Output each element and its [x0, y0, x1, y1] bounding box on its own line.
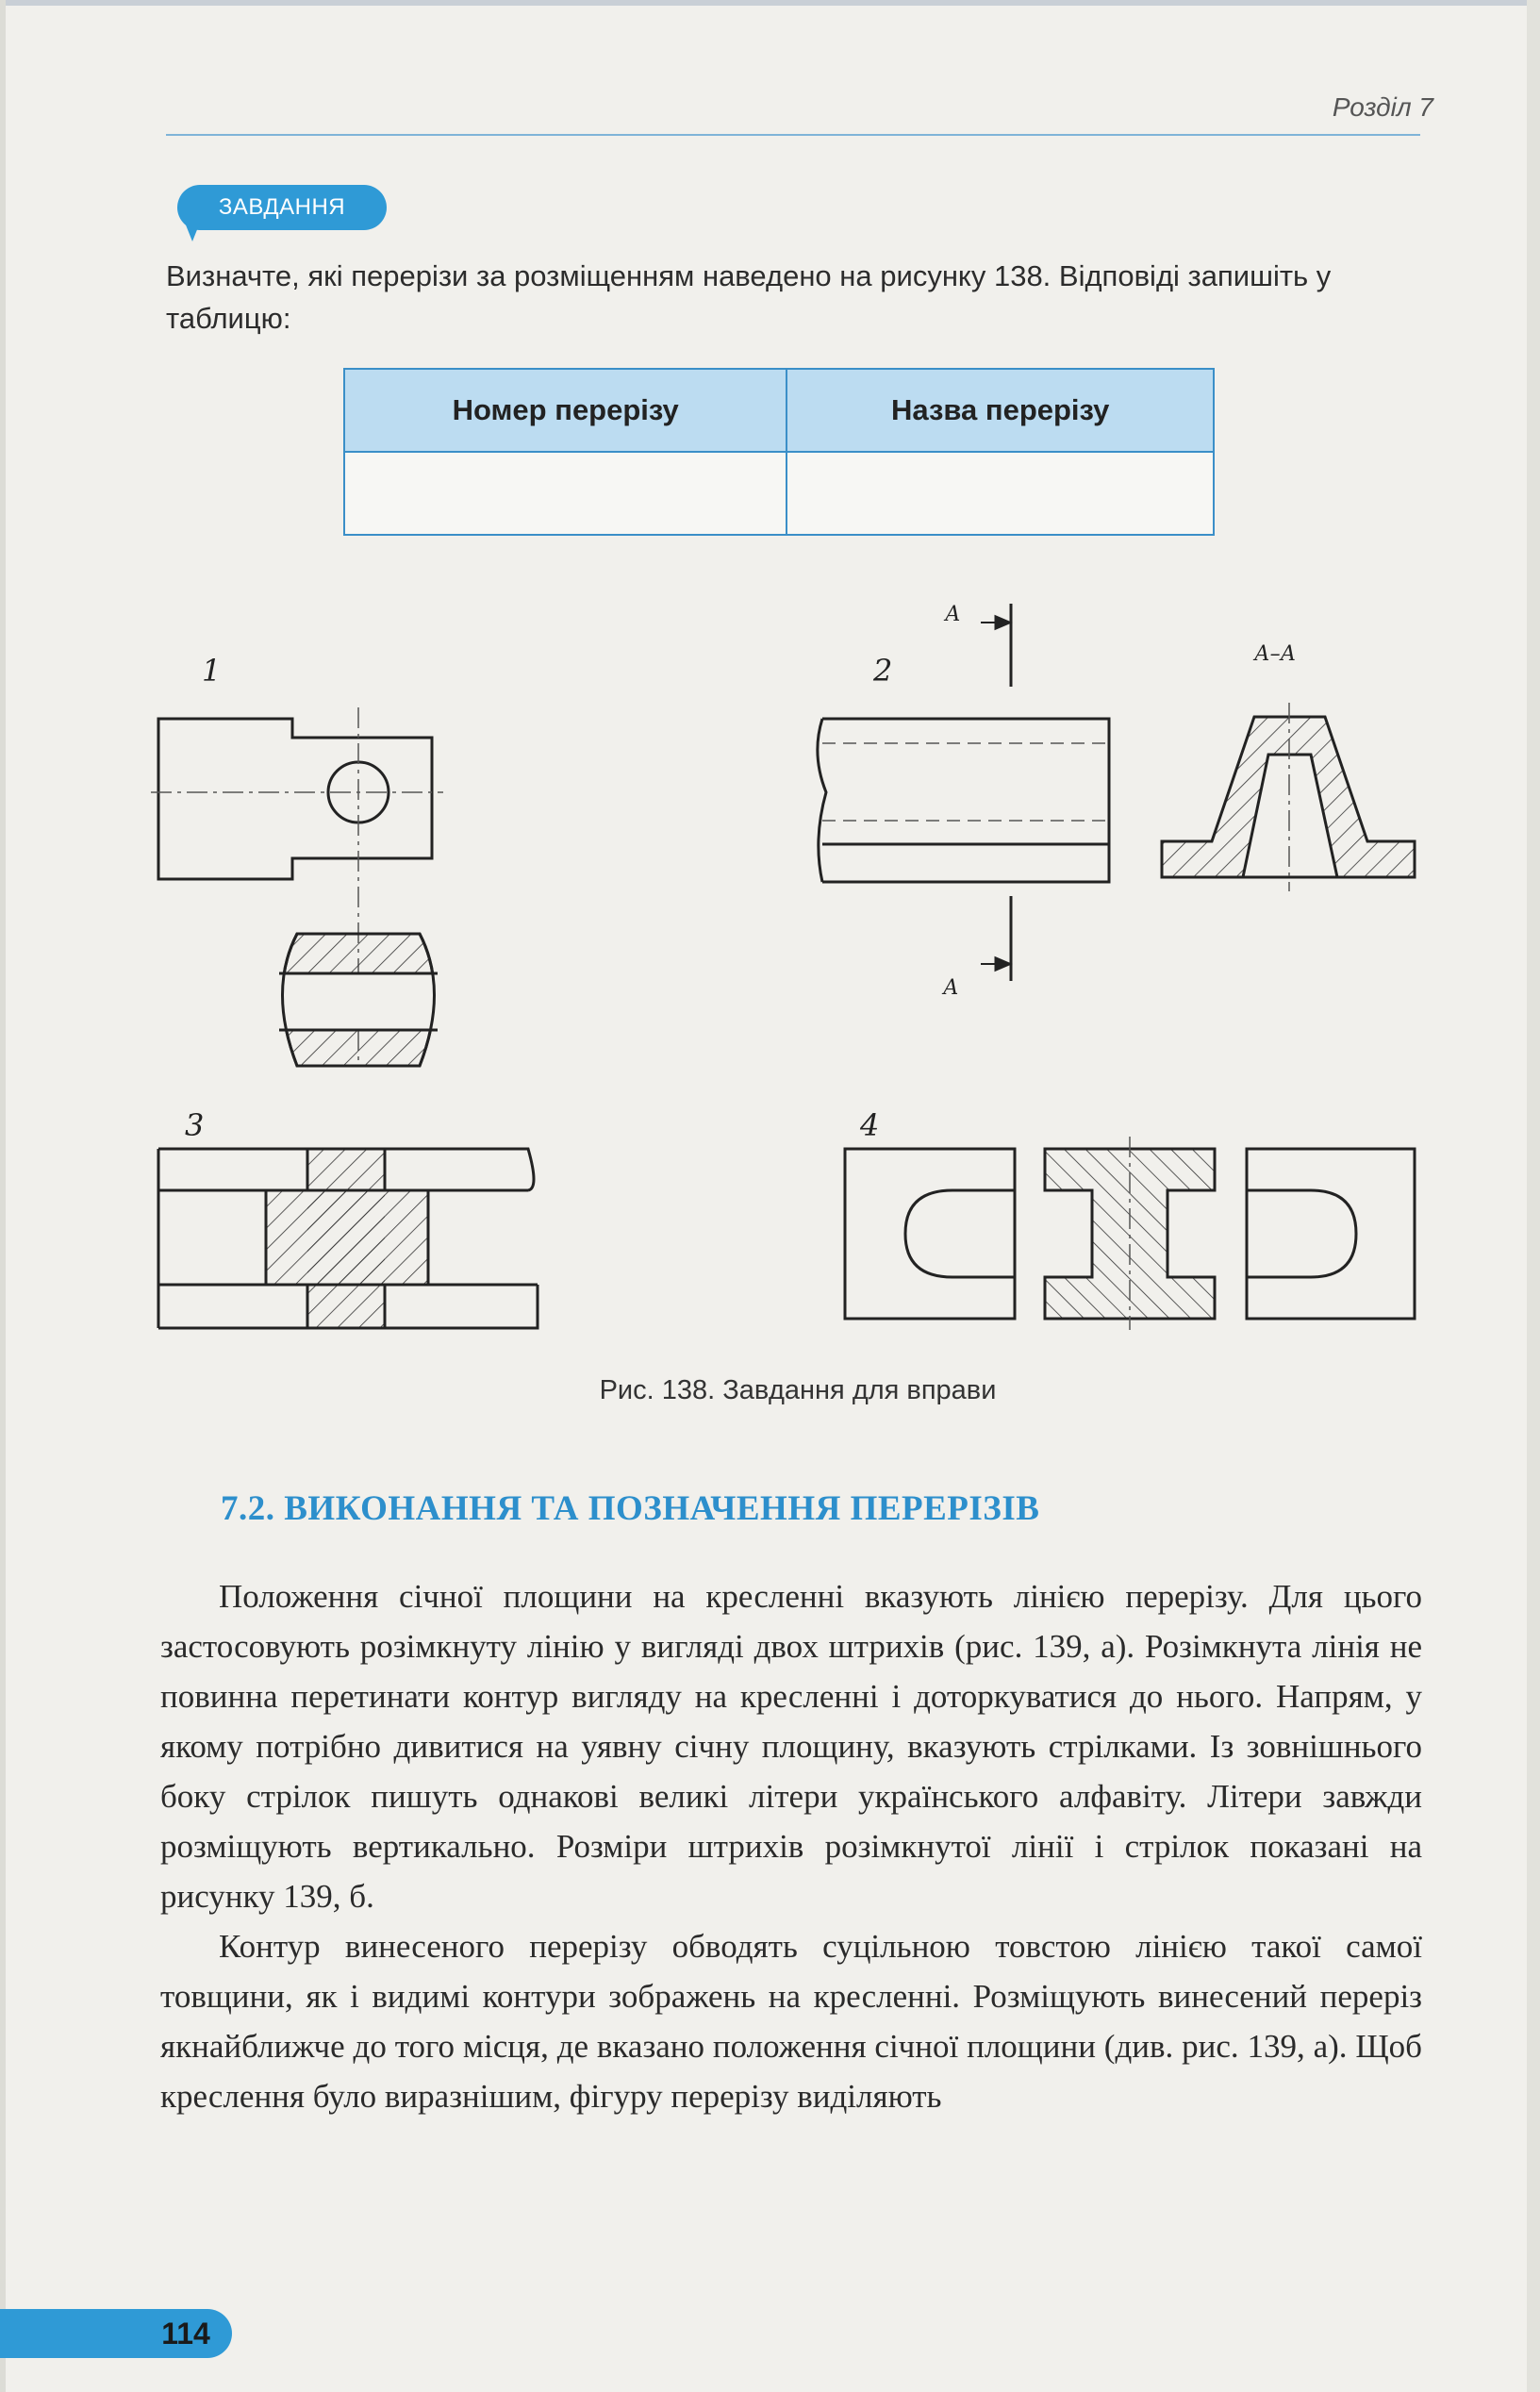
- section-AA: [1162, 703, 1415, 891]
- table-header-number: Номер перерізу: [344, 369, 787, 452]
- fig-label-2: 2: [873, 653, 893, 689]
- section-title-AA: А–А: [1254, 642, 1297, 666]
- fig1-view: [158, 719, 432, 879]
- page-tab-strip: [0, 2309, 141, 2358]
- page-number: 114: [140, 2309, 232, 2358]
- fig-label-1: 1: [202, 653, 222, 689]
- section-title: 7.2. ВИКОНАННЯ ТА ПОЗНАЧЕННЯ ПЕРЕРІЗІВ: [221, 1489, 1040, 1528]
- section-mark-top: А: [945, 603, 961, 626]
- section-line-marks: [981, 604, 1011, 981]
- paragraph-1: Положення січної площини на кресленні вказують лінією перерізу. Для цього застосовують розімкнуту лінію у вигляді двох штрихів (рис. 139, а). Розімкнута лінія не повинна перетинати контур вигляду на кресленні і доторкуватися до нього. Напрям, у якому потрібно дивитися на уявну січну площину, вказують стрілками. Із зовнішнього боку стрілок пишуть однакові великі літери українського алфавіту. Літери завжди розміщують вертикально. Розміри штрихів розімкнутої лінії і стрілок показані на рисунку 139, б.: [160, 1578, 1422, 1915]
- table-header-name: Назва перерізу: [787, 369, 1214, 452]
- section-mark-bottom: А: [943, 976, 959, 1000]
- fig1-section: [279, 934, 438, 1066]
- paragraph-2: Контур винесеного перерізу обводять суцільною товстою лінією такої самої товщини, як і видимі контури зображень на кресленні. Розміщують винесений переріз якнайближче до того місця, де вказано положення січної площини (див. рис. 139, а). Щоб креслення було виразнішим, фігуру перерізу виділяють: [160, 1928, 1422, 2115]
- fig4-views: [845, 1137, 1415, 1330]
- fig2-view: [818, 719, 1109, 882]
- fig-label-4: 4: [860, 1107, 880, 1143]
- task-text: Визначте, які перерізи за розміщенням наведено на рисунку 138. Відповіді запишіть у таблицю:: [166, 259, 1332, 335]
- figure-caption: Рис. 138. Завдання для вправи: [599, 1375, 997, 1405]
- fig2-hidden-lines: [822, 743, 1109, 821]
- fig3-view: [158, 1149, 538, 1328]
- task-badge: ЗАВДАННЯ: [177, 185, 387, 230]
- fig-label-3: 3: [185, 1107, 205, 1143]
- body-text: [160, 1571, 1422, 2121]
- running-head: Розділ 7: [1332, 92, 1433, 122]
